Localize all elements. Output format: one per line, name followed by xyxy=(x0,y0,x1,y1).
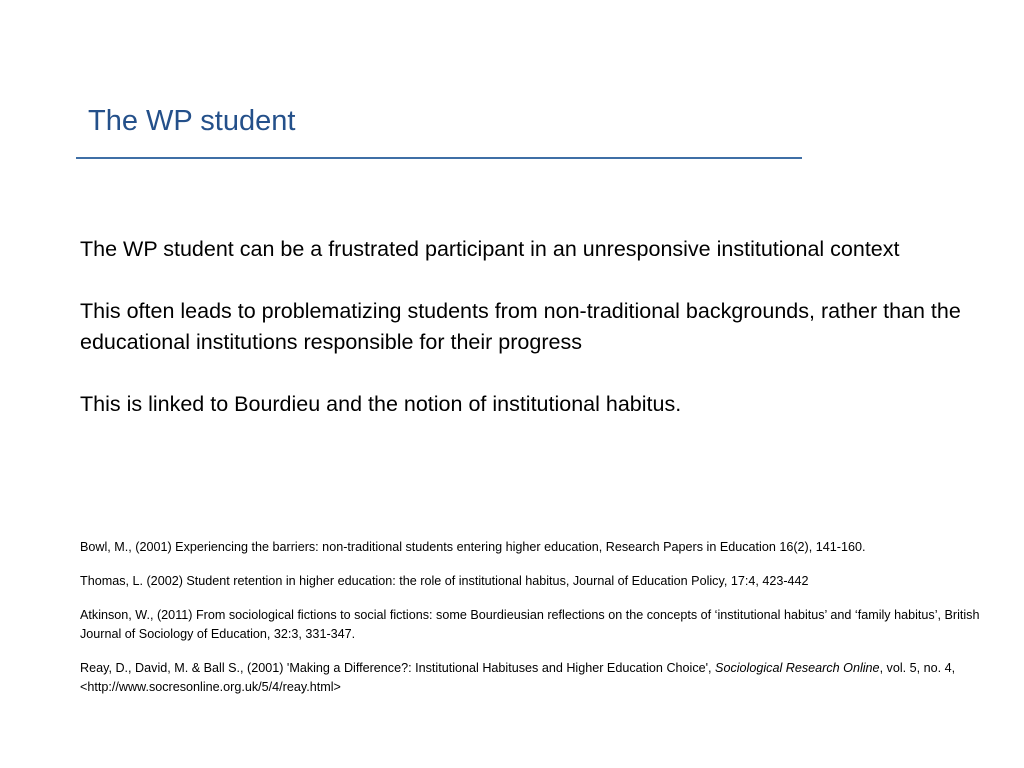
reference-reay-url[interactable]: <http://www.socresonline.org.uk/5/4/reay.html> xyxy=(80,680,341,694)
reference-reay-journal: Sociological Research Online xyxy=(715,661,880,675)
title-underline xyxy=(76,157,802,159)
reference-reay-volume: , vol. 5, no. 4, xyxy=(879,661,956,675)
slide-body xyxy=(80,234,1000,451)
slide-title: The WP student xyxy=(88,105,296,137)
reference-bowl: Bowl, M., (2001) Experiencing the barriers: non-traditional students entering higher education, Research Papers in Education 16(2), 141-160. xyxy=(80,540,866,554)
body-paragraph-3: This is linked to Bourdieu and the notion of institutional habitus. xyxy=(80,392,682,416)
body-paragraph-1: The WP student can be a frustrated participant in an unresponsive institutional context xyxy=(80,237,900,261)
reference-reay-authors: Reay, D., David, M. & Ball S., (2001) 'Making a Difference?: Institutional Habituses and Higher Education Choice', xyxy=(80,661,716,675)
reference-atkinson: Atkinson, W., (2011) From sociological fictions to social fictions: some Bourdieusian reflections on the concepts of ‘institutional habitus’ and ‘family habitus’, British Journal of Sociology of Education, 32:3, 331-347. xyxy=(80,608,980,641)
references-section xyxy=(80,538,1000,712)
reference-thomas: Thomas, L. (2002) Student retention in higher education: the role of institutional habitus, Journal of Education Policy, 17:4, 423-442 xyxy=(80,574,809,588)
body-paragraph-2: This often leads to problematizing students from non-traditional backgrounds, rather than the educational institutions responsible for their progress xyxy=(80,299,961,354)
reference-reay xyxy=(80,659,1000,697)
